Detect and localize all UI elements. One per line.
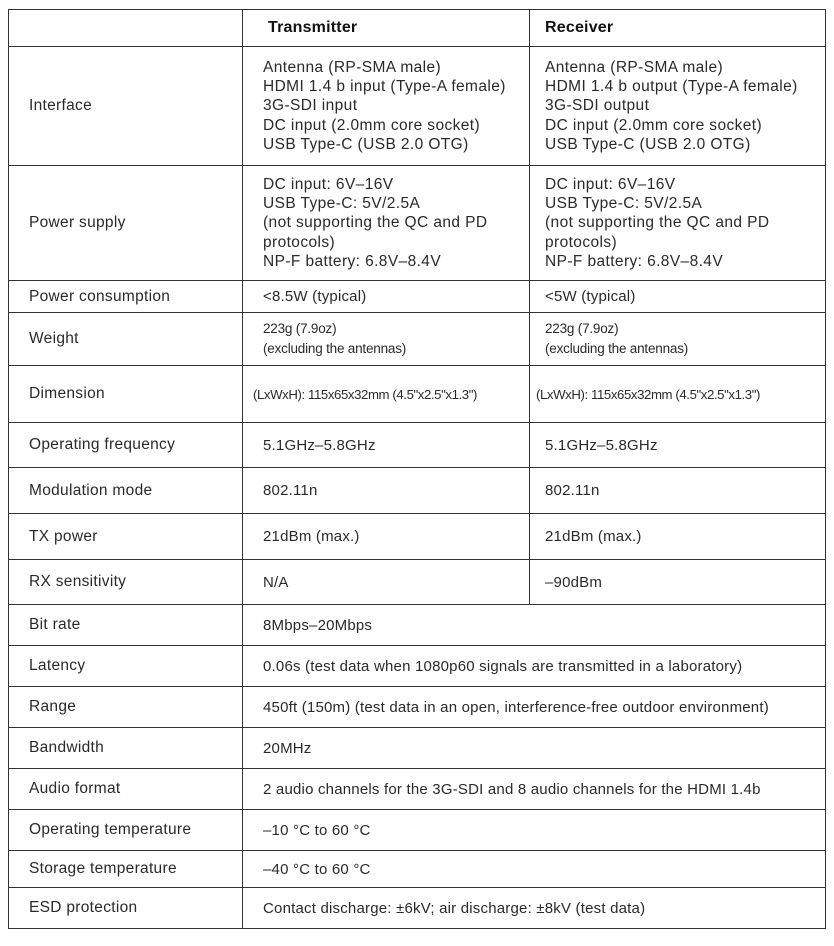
cell-line: (excluding the antennas) <box>263 341 407 356</box>
bandwidth-value: 20MHz <box>243 728 826 769</box>
table-row <box>9 166 826 281</box>
rx-weight <box>530 313 826 366</box>
rx-modulation-mode: 802.11n <box>530 468 826 514</box>
rx-power-consumption: <5W (typical) <box>530 281 826 313</box>
cell-line: protocols) <box>263 233 336 251</box>
cell-line: DC input (2.0mm core socket) <box>545 116 763 134</box>
header-receiver: Receiver <box>530 10 826 47</box>
cell-line: NP-F battery: 6.8V–8.4V <box>545 252 724 270</box>
row-label: Range <box>9 687 243 728</box>
cell-line: HDMI 1.4 b output (Type-A female) <box>545 78 798 96</box>
cell-line: Antenna (RP-SMA male) <box>545 58 724 76</box>
cell-line: USB Type-C: 5V/2.5A <box>263 195 421 213</box>
table-row <box>9 313 826 366</box>
row-label: Storage temperature <box>9 851 243 888</box>
row-label: Interface <box>9 47 243 166</box>
tx-rx-sensitivity: N/A <box>243 560 530 605</box>
row-label: Dimension <box>9 366 243 423</box>
cell-line: HDMI 1.4 b input (Type-A female) <box>263 78 506 96</box>
table-row <box>9 728 826 769</box>
cell-line: 3G-SDI output <box>545 97 650 115</box>
cell-line: DC input (2.0mm core socket) <box>263 116 481 134</box>
cell-line: 223g (7.9oz) <box>545 321 619 336</box>
storage-temperature-value: –40 °C to 60 °C <box>243 851 826 888</box>
row-label: RX sensitivity <box>9 560 243 605</box>
row-label: ESD protection <box>9 888 243 929</box>
cell-line: USB Type-C: 5V/2.5A <box>545 195 703 213</box>
tx-operating-frequency: 5.1GHz–5.8GHz <box>243 423 530 468</box>
bit-rate-value: 8Mbps–20Mbps <box>243 605 826 646</box>
table-row <box>9 851 826 888</box>
esd-protection-value: Contact discharge: ±6kV; air discharge: ±8kV (test data) <box>243 888 826 929</box>
cell-line: 223g (7.9oz) <box>263 321 337 336</box>
row-label: Latency <box>9 646 243 687</box>
table-row <box>9 468 826 514</box>
cell-line: USB Type-C (USB 2.0 OTG) <box>545 135 751 153</box>
table-header-row <box>9 10 826 47</box>
table-row <box>9 281 826 313</box>
table-row <box>9 810 826 851</box>
row-label: TX power <box>9 514 243 560</box>
cell-line: 3G-SDI input <box>263 97 358 115</box>
row-label: Power consumption <box>9 281 243 313</box>
table-row <box>9 560 826 605</box>
row-label: Operating temperature <box>9 810 243 851</box>
cell-line: (not supporting the QC and PD <box>263 214 488 232</box>
tx-dimension: (LxWxH): 115x65x32mm (4.5"x2.5"x1.3") <box>243 366 530 423</box>
tx-power-supply <box>243 166 530 281</box>
table-row <box>9 888 826 929</box>
table-row <box>9 605 826 646</box>
row-label: Power supply <box>9 166 243 281</box>
row-label: Modulation mode <box>9 468 243 514</box>
cell-line: DC input: 6V–16V <box>263 175 394 193</box>
cell-line: NP-F battery: 6.8V–8.4V <box>263 252 442 270</box>
cell-line: (excluding the antennas) <box>545 341 689 356</box>
latency-value: 0.06s (test data when 1080p60 signals are transmitted in a laboratory) <box>243 646 826 687</box>
rx-tx-power: 21dBm (max.) <box>530 514 826 560</box>
row-label: Weight <box>9 313 243 366</box>
tx-interface <box>243 47 530 166</box>
cell-line: (not supporting the QC and PD <box>545 214 770 232</box>
table-row <box>9 769 826 810</box>
tx-modulation-mode: 802.11n <box>243 468 530 514</box>
row-label: Bit rate <box>9 605 243 646</box>
header-transmitter: Transmitter <box>243 10 530 47</box>
cell-line: Antenna (RP-SMA male) <box>263 58 442 76</box>
rx-power-supply <box>530 166 826 281</box>
row-label: Bandwidth <box>9 728 243 769</box>
table-row <box>9 47 826 166</box>
cell-line: protocols) <box>545 233 618 251</box>
table-row <box>9 646 826 687</box>
table-row <box>9 423 826 468</box>
rx-interface <box>530 47 826 166</box>
table-row <box>9 514 826 560</box>
table-row <box>9 687 826 728</box>
cell-line: USB Type-C (USB 2.0 OTG) <box>263 135 469 153</box>
row-label: Operating frequency <box>9 423 243 468</box>
spec-table <box>8 9 826 929</box>
rx-operating-frequency: 5.1GHz–5.8GHz <box>530 423 826 468</box>
operating-temperature-value: –10 °C to 60 °C <box>243 810 826 851</box>
rx-dimension: (LxWxH): 115x65x32mm (4.5"x2.5"x1.3") <box>530 366 826 423</box>
cell-line: DC input: 6V–16V <box>545 175 676 193</box>
tx-tx-power: 21dBm (max.) <box>243 514 530 560</box>
tx-weight <box>243 313 530 366</box>
header-empty <box>9 10 243 47</box>
row-label: Audio format <box>9 769 243 810</box>
rx-rx-sensitivity: –90dBm <box>530 560 826 605</box>
tx-power-consumption: <8.5W (typical) <box>243 281 530 313</box>
audio-format-value: 2 audio channels for the 3G-SDI and 8 audio channels for the HDMI 1.4b <box>243 769 826 810</box>
table-row <box>9 366 826 423</box>
range-value: 450ft (150m) (test data in an open, interference-free outdoor environment) <box>243 687 826 728</box>
